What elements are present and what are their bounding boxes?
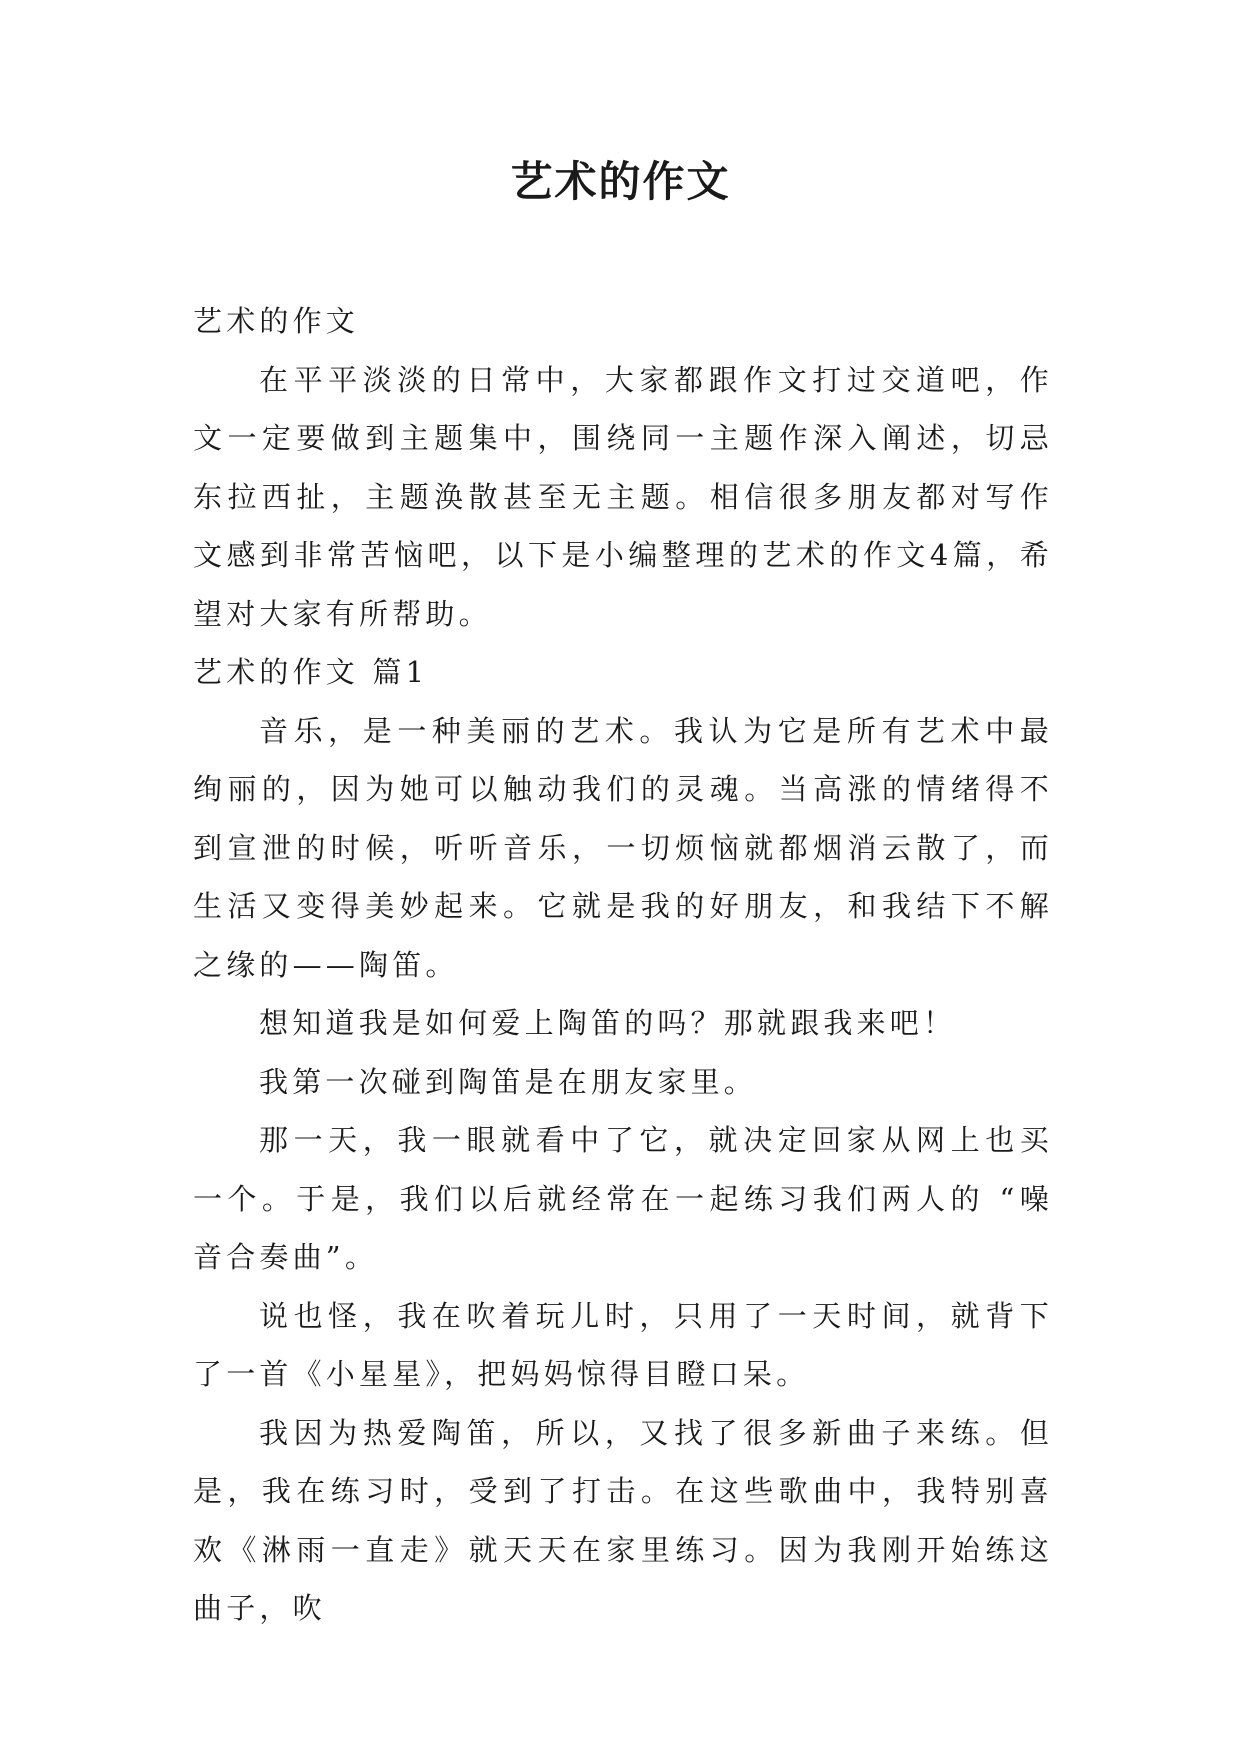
body-paragraph: 在平平淡淡的日常中，大家都跟作文打过交道吧，作文一定要做到主题集中，围绕同一主题作深入阐述，切忌东拉西扯，主题涣散甚至无主题。相信很多朋友都对写作文感到非常苦恼吧，以下是小编整理的艺术的作文4篇，希望对大家有所帮助。 bbox=[193, 362, 1053, 631]
body-paragraph: 想知道我是如何爱上陶笛的吗？那就跟我来吧！ bbox=[259, 1006, 957, 1040]
section-heading: 艺术的作文 bbox=[193, 304, 360, 338]
body-paragraph: 说也怪，我在吹着玩儿时，只用了一天时间，就背下了一首《小星星》，把妈妈惊得目瞪口呆。 bbox=[193, 1298, 1053, 1391]
body-paragraph: 我第一次碰到陶笛是在朋友家里。 bbox=[259, 1064, 758, 1099]
document-title: 艺术的作文 bbox=[510, 157, 731, 206]
section-heading: 艺术的作文 篇1 bbox=[193, 655, 429, 689]
body-paragraph: 音乐，是一种美丽的艺术。我认为它是所有艺术中最绚丽的，因为她可以触动我们的灵魂。当高涨的情绪得不到宣泄的时候，听听音乐，一切烦恼就都烟消云散了，而生活又变得美妙起来。它就是我的好朋友，和我结下不解之缘的——陶笛。 bbox=[193, 713, 1053, 982]
body-paragraph: 那一天，我一眼就看中了它，就决定回家从网上也买一个。于是，我们以后就经常在一起练习我们两人的 “噪音合奏曲”。 bbox=[193, 1123, 1053, 1274]
document-body bbox=[193, 292, 1053, 1638]
body-paragraph: 我因为热爱陶笛，所以，又找了很多新曲子来练。但是，我在练习时，受到了打击。在这些歌曲中，我特别喜欢《淋雨一直走》就天天在家里练习。因为我刚开始练这曲子，吹 bbox=[193, 1415, 1053, 1625]
